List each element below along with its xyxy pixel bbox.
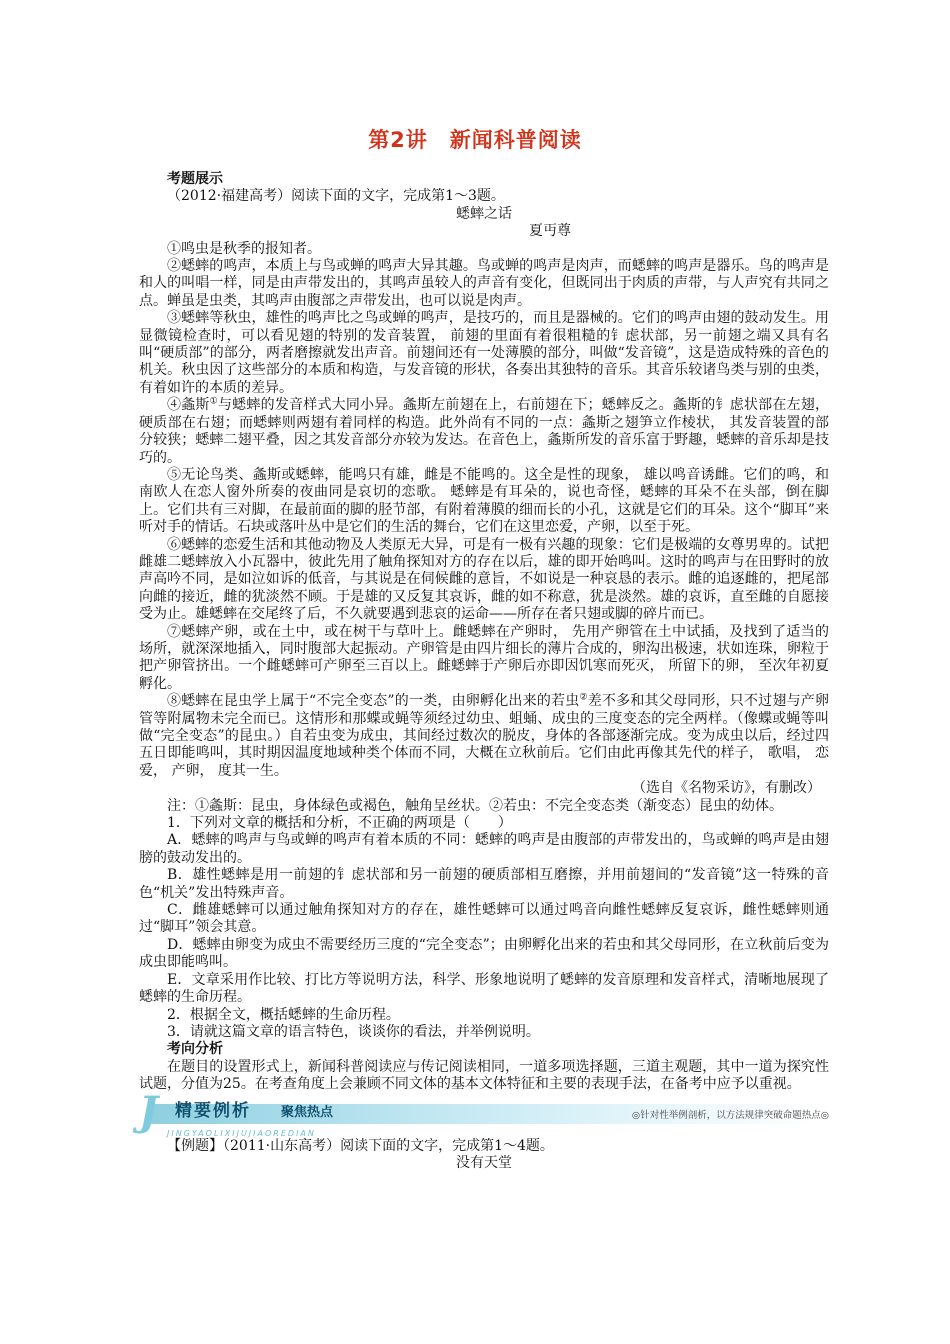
question-1: 1．下列对文章的概括和分析，不正确的两项是（ ） — [167, 815, 512, 832]
paragraph-4-rest: 与蟋蟀的发音样式大同小异。螽斯左前翅在上，右前翅在下；蟋蟀反之。螽斯的钅虑状部在左翅，硬质部在右翅；而蟋蟀则两翅有着同样的构造。此外尚有不同的一点：螽斯之翅笋立作棱状， 其发音装置的部分较狭；蟋蟀二翅平叠，因之其发音部分亦较为发达。在音色上，螽斯所发的音乐富于野趣，蟋蟀的音乐却是技巧的。 — [139, 397, 830, 466]
section-heading-exam: 考题展示 — [167, 171, 223, 187]
section-heading-analysis: 考向分析 — [167, 1041, 223, 1058]
paragraph-1: ①鸣虫是秋季的报知者。 — [167, 240, 321, 257]
paragraph-4-start: ④螽斯 — [167, 397, 210, 414]
exam-intro: （2012·福建高考）阅读下面的文字，完成第1～3题。 — [167, 188, 505, 205]
example-title: 没有天堂 — [456, 1154, 512, 1171]
paragraph-7: ⑦蟋蟀产卵，或在土中，或在树干与草叶上。雌蟋蟀在产卵时， 先用产卵管在土中试插，及找到了适当的场所，就深深地插入，同时腹部大起振动。产卵管是由四片细长的薄片合成的，卵沟出极速，状如连珠，卵粒于把产卵管挤出。一个雌蟋蟀可产卵至三百以上。雌蟋蟀于产卵后亦即因饥寒而死灭， 所留下的卵， 至次年初夏孵化。 — [139, 623, 829, 692]
option-b: B．雄性蟋蟀是用一前翅的钅虑状部和另一前翅的硬质部相互磨擦，并用前翅间的“发音镜”这一特殊的音色“机关”发出特殊声音。 — [139, 867, 829, 901]
paragraph-8-start: ⑧蟋蟀在昆虫学上属于“不完全变态”的一类，由卵孵化出来的若虫 — [167, 693, 580, 710]
footnote-marker-1: ① — [209, 396, 218, 407]
article-author: 夏丏尊 — [529, 223, 571, 240]
option-d: D．蟋蟀由卵变为成虫不需要经历三度的“完全变态”；由卵孵化出来的若虫和其父母同形，在立秋前后变为成虫即能鸣叫。 — [139, 936, 829, 971]
option-a: A．蟋蟀的鸣声与鸟或蝉的鸣声有着本质的不同：蟋蟀的鸣声是由腹部的声带发出的，鸟或蝉的鸣声是由翅膀的鼓动发出的。 — [139, 832, 829, 866]
banner-tagline: ◎针对性举例剖析，以方法规律突破命题热点◎ — [631, 1109, 829, 1121]
paragraph-5: ⑤无论鸟类、螽斯或蟋蟀，能鸣只有雄，雌是不能鸣的。这全是性的现象， 雄以鸣音诱雌。它们的鸣，和南欧人在恋人窗外所奏的夜曲同是哀切的恋歌。 蟋蟀是有耳朵的，说也奇怪，蟋蟀的耳朵不在头部，倒在脚上。它们共有三对脚，在最前面的脚的胫节部，有附着薄膜的细而长的小孔，这就是它们的耳朵。这个“脚耳”来听对手的情话。石块或落叶丛中是它们的生活的舞台，它们在这里恋爱，产卵，以至于死。 — [139, 466, 829, 536]
footnote-marker-2: ② — [579, 692, 588, 703]
section-banner — [139, 1087, 829, 1138]
banner-subtitle: 聚焦热点 — [281, 1104, 334, 1120]
article-title: 蟋蟀之话 — [456, 205, 512, 222]
paragraph-6: ⑥蟋蟀的恋爱生活和其他动物及人类原无大异，可是有一极有兴趣的现象：它们是极端的女尊男卑的。试把雌雄二蟋蟀放入小瓦器中，彼此先用了触角探知对方的存在以后，雄的即开始鸣叫。这时的鸣声与在田野时的放声高吟不同，是如泣如诉的低音，与其说是在伺候雌的意旨，不如说是一种哀恳的表示。雌的追逐雌的，把尾部向雌的接近，雌的犹淡然不顾。于是雄的又反复其哀诉，雌的如不称意，犹是淡然。雄的哀诉，直至雌的自愿接受为止。雄蟋蟀在交尾终了后，不久就要遇到悲哀的运命——所存在者只翅或脚的碎片而已。 — [139, 536, 829, 623]
paragraph-8-rest: 差不多和其父母同形，只不过翅与产卵管等附属物未完全而已。这情形和那蝶或蝇等须经过幼虫、蛆蛹、成虫的三度变态的完全两样。（像蝶或蝇等叫做“完全变态”的昆虫。）自若虫变为成虫，其间经过数次的脱皮，身体的各部逐渐完成。变为成虫以后，经过四五日即能鸣叫，其时期因温度地域种类个体而不同，大概在立秋前后。它们由此再像其先代的样子， 歌唱， 恋爱， 产卵， 度其一生。 — [139, 693, 829, 779]
paragraph-2: ②蟋蟀的鸣声，本质上与鸟或蝉的鸣声大异其趣。鸟或蝉的鸣声是肉声，而蟋蟀的鸣声是器乐。鸟的鸣声是和人的叫唱一样，同是由声带发出的，其鸣声虽较人的声音有变化，但既同出于肉质的声带，与人声究有共同之点。蝉虽是虫类，其鸣声由腹部之声带发出，也可以说是肉声。 — [139, 258, 829, 309]
banner-title: 精要例析 — [175, 1100, 251, 1121]
analysis-text: 在题目的设置形式上，新闻科普阅读应与传记阅读相同，一道多项选择题，三道主观题，其中一道为探究性试题，分值为25。在考查角度上会兼顾不同文体的基本文体特征和主要的表现手法，在备考中应予以重视。 — [139, 1058, 829, 1093]
example-text: （2011·山东高考）阅读下面的文字，完成第1～4题。 — [223, 1137, 554, 1154]
paragraph-4 — [139, 397, 829, 467]
document-body — [139, 171, 829, 1172]
example-label: 【例题】 — [167, 1137, 223, 1154]
question-2: 2．根据全文，概括蟋蟀的生命历程。 — [167, 1006, 400, 1023]
option-e: E．文章采用作比较、打比方等说明方法，科学、形象地说明了蟋蟀的发音原理和发音样式，清晰地展现了蟋蟀的生命历程。 — [139, 971, 829, 1006]
question-3: 3．请就这篇文章的语言特色，谈谈你的看法，并举例说明。 — [167, 1023, 540, 1040]
paragraph-3: ③蟋蟀等秋虫，雄性的鸣声比之鸟或蝉的鸣声，是技巧的，而且是器械的。它们的鸣声由翅的鼓动发生。用显微镜检查时，可以看见翅的特别的发音装置， 前翅的里面有着很粗糙的钅虑状部，另一前翅之端又具有名叫“硬质部”的部分，两者磨擦就发出声音。前翅间还有一处薄膜的部分，叫做“发音镜”，这是造成特殊的音色的机关。秋虫因了这些部分的本质和构造，与发音镜的形状，各奏出其独特的音乐。其音乐较诸鸟类与别的虫类，有着如许的本质的差异。 — [139, 310, 829, 396]
option-c: C．雌雄蟋蟀可以通过触角探知对方的存在，雄性蟋蟀可以通过鸣音向雌性蟋蟀反复哀诉，雌性蟋蟀则通过“脚耳”领会其意。 — [139, 902, 829, 936]
source-citation: （选自《名物采访》，有删改） — [632, 780, 821, 797]
page-title: 第2讲 新闻科普阅读 — [368, 128, 582, 152]
paragraph-8 — [139, 693, 829, 780]
banner-pinyin: JINGYAOLIXIJUJIAOREDIAN — [167, 1128, 316, 1138]
banner-logo-letter: J — [139, 1087, 158, 1135]
footnotes: 注：①螽斯：昆虫，身体绿色或褐色，触角呈丝状。②若虫：不完全变态类（渐变态）昆虫的幼体。 — [167, 797, 783, 814]
